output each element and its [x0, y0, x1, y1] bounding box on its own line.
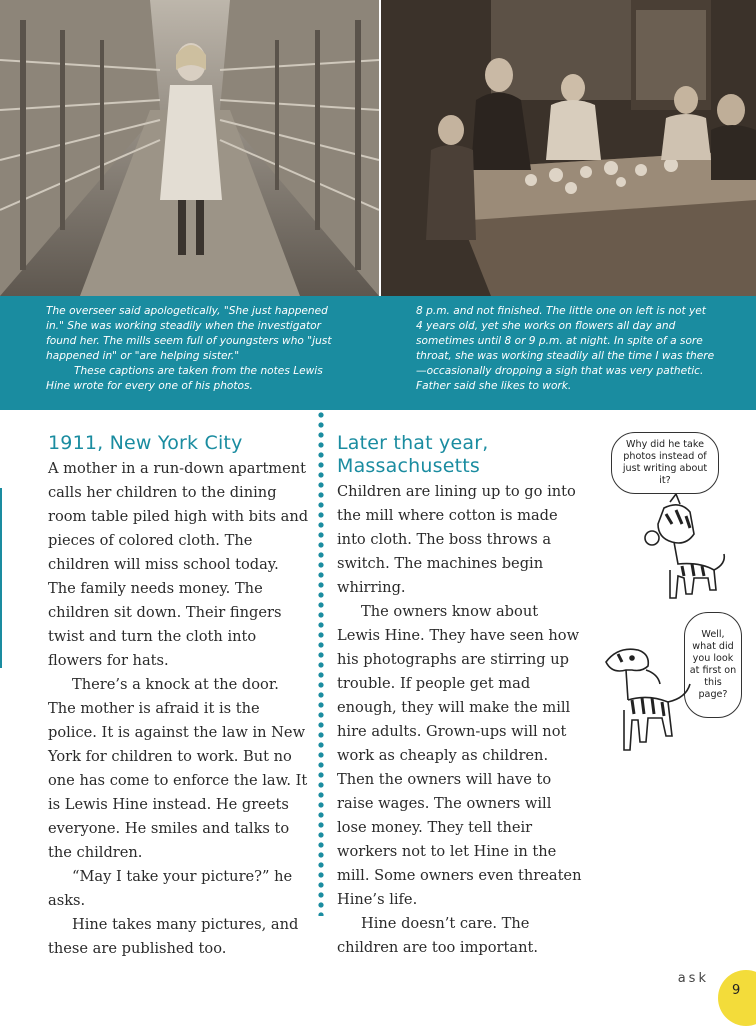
family-flowers-photo	[381, 0, 756, 296]
right-paragraph-2: The owners know about Lewis Hine. They have seen how his photographs are stirring up trouble. If people get mad enough, they will make the mill hire adults. Grown-ups will not work as cheaply as children. Then the owners will have to raise wages. The owners will lose money. They tell their workers not to let Hine in the mill. Some owners even threaten Hine’s life.	[337, 603, 582, 908]
left-edge-rule	[0, 488, 2, 668]
zebra-character-icon	[640, 494, 730, 606]
right-column-heading: Later that year, Massachusetts	[337, 432, 489, 477]
left-caption-note: These captions are taken from the notes Lewis Hine wrote for every one of his photos.	[46, 365, 323, 392]
left-column	[48, 432, 310, 961]
left-paragraph-2: There’s a knock at the door. The mother is afraid it is the police. It is against the law in New York for children to work. But no one has come to enforce the law. It is Lewis Hine instead. He greets everyone. He smiles and talks to the children.	[48, 676, 308, 861]
magazine-name: ask	[677, 971, 709, 986]
speech-bubble-question	[611, 432, 719, 494]
right-paragraph-3: Hine doesn’t care. The children are too important.	[337, 915, 539, 956]
left-caption-paragraph: The overseer said apologetically, "She just happened in." She was working steadily when the investigator found her. The mills seem full of youngsters who "just happened in" or "are helping sister."	[46, 305, 332, 362]
mill-girl-photo	[0, 0, 379, 296]
left-paragraph-3: “May I take your picture?” he asks.	[48, 868, 293, 909]
right-column	[337, 432, 585, 960]
left-paragraph-1: A mother in a run-down apartment calls her children to the dining room table piled high with bits and pieces of colored cloth. The children will miss school today. The family needs money. The children sit down. Their fingers twist and turn the cloth into flowers for hats.	[48, 460, 309, 669]
bubble-answer-text: Well, what did you look at first on this page?	[689, 629, 737, 700]
right-caption-paragraph: 8 p.m. and not finished. The little one on left is not yet 4 years old, yet she works on flowers all day and sometimes until 8 or 9 p.m. at night. In spite of a sore throat, she was working steadily all the time I was there—occasionally dropping a sigh that was very pathetic. Father said she likes to work.	[416, 305, 715, 392]
caption-band	[0, 296, 756, 410]
page-number: 9	[732, 983, 741, 998]
right-photo-caption	[416, 304, 716, 394]
left-column-heading: 1911, New York City	[48, 432, 243, 454]
right-paragraph-1: Children are lining up to go into the mill where cotton is made into cloth. The boss throws a switch. The machines begin whirring.	[337, 483, 576, 596]
striped-dinosaur-character-icon	[598, 640, 698, 770]
bubble-question-text: Why did he take photos instead of just writing about it?	[622, 439, 708, 486]
left-paragraph-4: Hine takes many pictures, and these are published too.	[48, 916, 299, 957]
left-photo-caption	[46, 304, 346, 394]
page-number-badge	[718, 970, 756, 1026]
dotted-column-divider	[318, 410, 324, 916]
